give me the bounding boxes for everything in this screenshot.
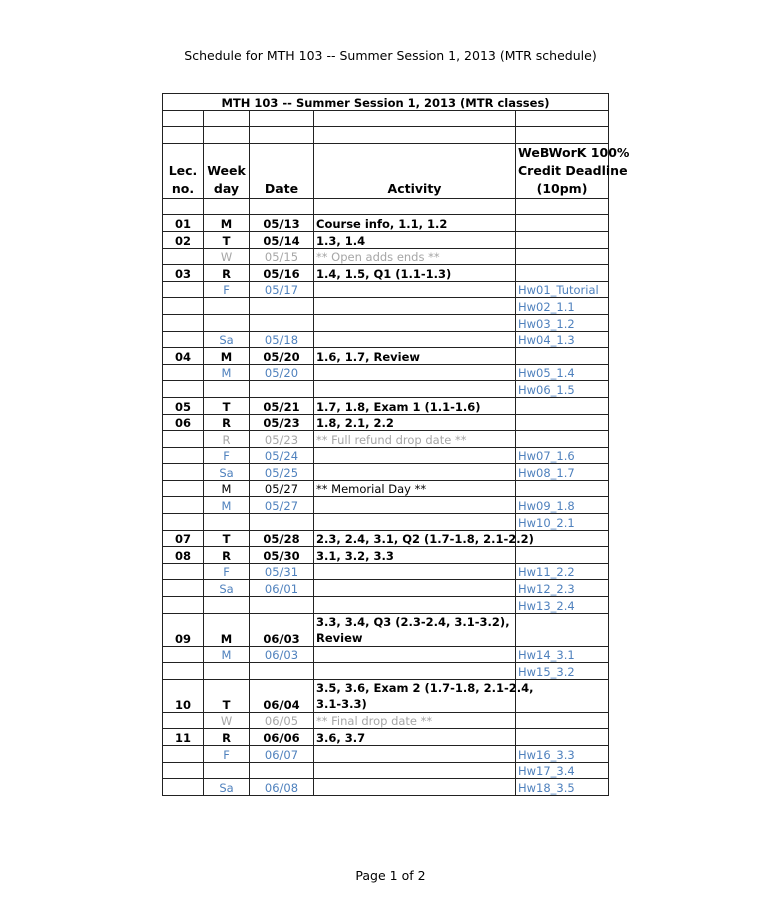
week-day-cell [204,762,250,779]
lecture-number-cell [163,447,204,464]
webwork-deadline-cell: Hw08_1.7 [516,464,609,481]
header-deadline-line2: Credit Deadline [518,162,628,178]
week-day-cell: F [204,281,250,298]
date-cell: 05/28 [250,530,314,547]
header-date: Date [250,143,314,198]
activity-cell [314,331,516,348]
webwork-deadline-cell: Hw09_1.8 [516,497,609,514]
week-day-cell: T [204,231,250,248]
week-day-cell: M [204,480,250,497]
date-cell: 05/24 [250,447,314,464]
header-lecture-no [163,143,204,198]
week-day-cell: T [204,397,250,414]
webwork-deadline-cell: Hw04_1.3 [516,331,609,348]
table-row [163,597,609,614]
webwork-deadline-cell: Hw01_Tutorial [516,281,609,298]
lecture-number-cell: 10 [163,679,204,712]
lecture-number-cell: 04 [163,348,204,365]
activity-line2: Review [316,630,363,645]
activity-cell [314,464,516,481]
date-cell: 05/18 [250,331,314,348]
week-day-cell: M [204,613,250,646]
date-cell [250,381,314,398]
table-row [163,712,609,729]
week-day-cell: R [204,547,250,564]
date-cell: 06/04 [250,679,314,712]
date-cell: 05/31 [250,563,314,580]
date-cell: 05/13 [250,215,314,232]
webwork-deadline-cell [516,480,609,497]
table-row [163,514,609,531]
lecture-number-cell: 03 [163,265,204,282]
table-row [163,348,609,365]
webwork-deadline-cell [516,613,609,646]
table-row [163,447,609,464]
date-cell: 06/03 [250,613,314,646]
activity-cell [314,298,516,315]
table-row [163,364,609,381]
lecture-number-cell [163,314,204,331]
lecture-number-cell [163,514,204,531]
webwork-deadline-cell: Hw17_3.4 [516,762,609,779]
lecture-number-cell: 09 [163,613,204,646]
activity-cell [314,563,516,580]
table-title: MTH 103 -- Summer Session 1, 2013 (MTR classes) [163,94,609,111]
webwork-deadline-cell: Hw07_1.6 [516,447,609,464]
date-cell: 05/15 [250,248,314,265]
date-cell: 05/23 [250,414,314,431]
lecture-number-cell [163,580,204,597]
date-cell: 06/03 [250,646,314,663]
activity-cell [314,314,516,331]
date-cell: 05/16 [250,265,314,282]
activity-cell [314,646,516,663]
header-deadline-line1: WeBWorK 100% [518,144,630,160]
week-day-cell [204,314,250,331]
date-cell: 06/06 [250,729,314,746]
lecture-number-cell [163,431,204,448]
lecture-number-cell: 05 [163,397,204,414]
table-row [163,397,609,414]
lecture-number-cell: 02 [163,231,204,248]
lecture-number-cell [163,712,204,729]
week-day-cell: M [204,215,250,232]
webwork-deadline-cell [516,712,609,729]
date-cell [250,663,314,680]
webwork-deadline-cell: Hw18_3.5 [516,779,609,796]
date-cell: 05/30 [250,547,314,564]
date-cell: 05/14 [250,231,314,248]
activity-cell: 1.8, 2.1, 2.2 [314,414,516,431]
page-number: Page 1 of 2 [355,868,426,883]
lecture-number-cell [163,779,204,796]
week-day-cell [204,381,250,398]
activity-cell [314,679,534,712]
lecture-number-cell [163,480,204,497]
table-row [163,547,609,564]
date-cell [250,762,314,779]
week-day-cell: Sa [204,464,250,481]
webwork-deadline-cell [516,414,609,431]
activity-line2: 3.1-3.3) [316,696,367,711]
header-lec-line2: no. [171,180,195,196]
table-row [163,663,609,680]
week-day-cell [204,298,250,315]
table-row [163,646,609,663]
activity-cell [314,447,516,464]
table-row [163,613,609,646]
lecture-number-cell [163,298,204,315]
table-row [163,281,609,298]
lecture-number-cell [163,762,204,779]
webwork-deadline-cell: Hw06_1.5 [516,381,609,398]
header-week-day [204,143,250,198]
webwork-deadline-cell: Hw13_2.4 [516,597,609,614]
lecture-number-cell: 07 [163,530,204,547]
activity-cell: ** Final drop date ** [314,712,516,729]
table-row [163,779,609,796]
activity-cell [314,613,516,646]
table-row [163,679,609,712]
week-day-cell [204,663,250,680]
table-row [163,431,609,448]
lecture-number-cell [163,663,204,680]
date-cell: 05/23 [250,431,314,448]
lecture-number-cell: 08 [163,547,204,564]
activity-cell [314,364,516,381]
webwork-deadline-cell: Hw16_3.3 [516,746,609,763]
webwork-deadline-cell: Hw05_1.4 [516,364,609,381]
table-row [163,381,609,398]
activity-cell: 3.1, 3.2, 3.3 [314,547,516,564]
lecture-number-cell [163,563,204,580]
week-day-cell: Sa [204,779,250,796]
activity-line1: 3.3, 3.4, Q3 (2.3-2.4, 3.1-3.2), [316,614,510,629]
activity-cell [314,497,516,514]
date-cell: 06/07 [250,746,314,763]
week-day-cell: R [204,414,250,431]
activity-cell: ** Full refund drop date ** [314,431,516,448]
date-cell: 05/17 [250,281,314,298]
week-day-cell: R [204,265,250,282]
date-cell [250,298,314,315]
webwork-deadline-cell: Hw10_2.1 [516,514,609,531]
activity-cell: 1.4, 1.5, Q1 (1.1-1.3) [314,265,516,282]
table-row [163,497,609,514]
activity-cell [314,381,516,398]
table-row [163,563,609,580]
week-day-cell [204,597,250,614]
table-row [163,480,609,497]
date-cell: 05/20 [250,348,314,365]
table-row [163,231,609,248]
table-row [163,265,609,282]
table-row [163,580,609,597]
week-day-cell: Sa [204,331,250,348]
webwork-deadline-cell [516,729,609,746]
table-row [163,762,609,779]
date-cell: 05/20 [250,364,314,381]
webwork-deadline-cell: Hw03_1.2 [516,314,609,331]
lecture-number-cell: 06 [163,414,204,431]
date-cell: 05/25 [250,464,314,481]
table-row [163,331,609,348]
webwork-deadline-cell [516,547,609,564]
table-row [163,314,609,331]
week-day-cell: F [204,746,250,763]
activity-cell: Course info, 1.1, 1.2 [314,215,516,232]
webwork-deadline-cell [516,397,609,414]
date-cell: 06/05 [250,712,314,729]
header-deadline-line3: (10pm) [536,180,588,196]
date-cell: 05/21 [250,397,314,414]
activity-line1: 3.5, 3.6, Exam 2 (1.7-1.8, 2.1-2.4, [316,680,534,695]
page-title: Schedule for MTH 103 -- Summer Session 1, 2013 (MTR schedule) [184,48,597,63]
lecture-number-cell: 11 [163,729,204,746]
week-day-cell: W [204,248,250,265]
header-activity: Activity [314,143,516,198]
webwork-deadline-cell: Hw02_1.1 [516,298,609,315]
table-row [163,298,609,315]
activity-cell: ** Open adds ends ** [314,248,516,265]
table-row [163,746,609,763]
activity-cell [314,746,516,763]
header-day-line1: Week [207,162,246,178]
table-row [163,248,609,265]
week-day-cell: T [204,679,250,712]
activity-cell [314,597,516,614]
webwork-deadline-cell [516,248,609,265]
lecture-number-cell [163,281,204,298]
webwork-deadline-cell [516,348,609,365]
activity-cell: 1.6, 1.7, Review [314,348,516,365]
lecture-number-cell [163,381,204,398]
lecture-number-cell [163,364,204,381]
date-cell: 06/08 [250,779,314,796]
date-cell [250,597,314,614]
activity-cell [314,281,516,298]
webwork-deadline-cell [516,431,609,448]
date-cell [250,314,314,331]
activity-cell [314,779,516,796]
webwork-deadline-cell: Hw15_3.2 [516,663,609,680]
webwork-deadline-cell [516,265,609,282]
week-day-cell: R [204,729,250,746]
lecture-number-cell [163,331,204,348]
table-row [163,464,609,481]
week-day-cell: M [204,364,250,381]
week-day-cell: Sa [204,580,250,597]
header-row [163,143,609,198]
header-day-line2: day [213,180,240,196]
week-day-cell [204,514,250,531]
lecture-number-cell [163,597,204,614]
activity-cell: 1.3, 1.4 [314,231,516,248]
activity-cell [314,514,516,531]
schedule-table [162,93,630,796]
header-webwork-deadline [516,143,630,198]
activity-cell: 3.6, 3.7 [314,729,516,746]
activity-cell [314,762,516,779]
week-day-cell: F [204,447,250,464]
table-row [163,729,609,746]
week-day-cell: W [204,712,250,729]
header-lec-line1: Lec. [168,162,198,178]
week-day-cell: M [204,497,250,514]
week-day-cell: F [204,563,250,580]
lecture-number-cell [163,497,204,514]
table-row [163,414,609,431]
lecture-number-cell [163,746,204,763]
lecture-number-cell [163,646,204,663]
activity-cell: 1.7, 1.8, Exam 1 (1.1-1.6) [314,397,516,414]
date-cell: 05/27 [250,497,314,514]
lecture-number-cell [163,248,204,265]
date-cell: 05/27 [250,480,314,497]
week-day-cell: T [204,530,250,547]
webwork-deadline-cell: Hw12_2.3 [516,580,609,597]
webwork-deadline-cell [516,231,609,248]
table-row [163,215,609,232]
week-day-cell: M [204,348,250,365]
date-cell: 06/01 [250,580,314,597]
lecture-number-cell: 01 [163,215,204,232]
webwork-deadline-cell: Hw14_3.1 [516,646,609,663]
table-row [163,530,609,547]
date-cell [250,514,314,531]
webwork-deadline-cell: Hw11_2.2 [516,563,609,580]
week-day-cell: R [204,431,250,448]
activity-cell [314,580,516,597]
activity-cell: 2.3, 2.4, 3.1, Q2 (1.7-1.8, 2.1-2.2) [314,530,516,547]
activity-cell: ** Memorial Day ** [314,480,516,497]
lecture-number-cell [163,464,204,481]
webwork-deadline-cell [516,215,609,232]
activity-cell [314,663,516,680]
week-day-cell: M [204,646,250,663]
